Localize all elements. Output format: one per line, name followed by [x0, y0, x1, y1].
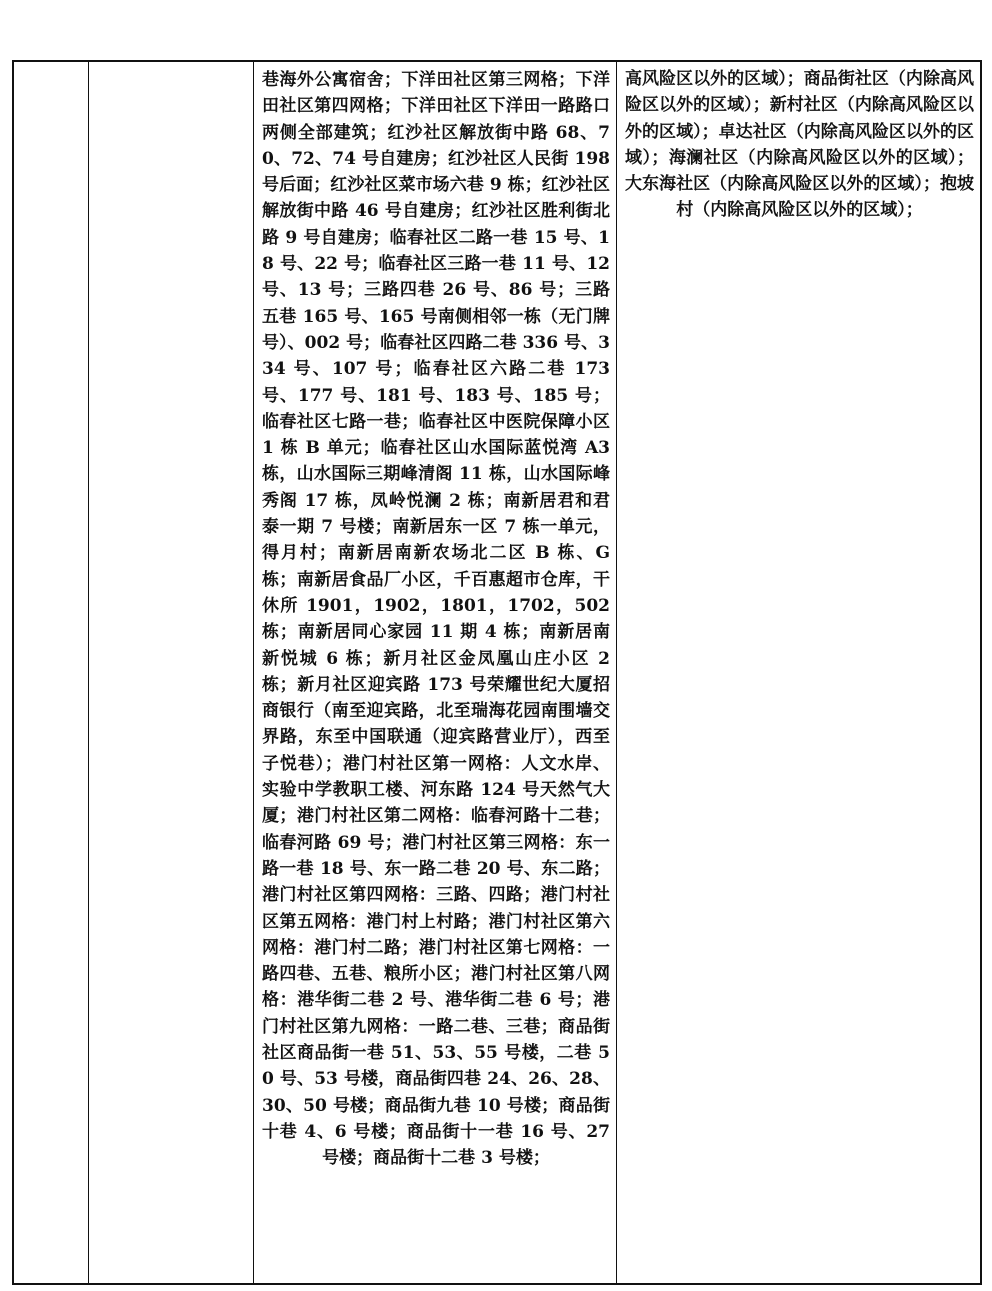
medium-risk-areas-text: 巷海外公寓宿舍；下洋田社区第三网格；下洋田社区第四网格；下洋田社区下洋田一路路口两侧全部建筑；红沙社区解放街中路 68、70、72、74 号自建房；红沙社区人民街 198 号后面；红沙社区菜市场六巷 9 栋；红沙社区解放街中路 46 号自建房；红沙社区胜利街北路 9 号自建房；临春社区二路一巷 15 号、18 号、22 号；临春社区三路一巷 11 号、12 号、13 号；三路四巷 26 号、86 号；三路五巷 165 号、165 号南侧相邻一栋（无门牌号）、002 号；临春社区四路二巷 336 号、334 号、107 号；临春社区六路二巷 173 号、177 号、181 号、183 号、185 号；临春社区七路一巷；临春社区中医院保障小区 1 栋 B 单元；临春社区山水国际蓝悦湾 A3 栋，山水国际三期峰清阁 11 栋，山水国际峰秀阁 17 栋，凤岭悦澜 2 栋；南新居君和君泰一期 7 号楼；南新居东一区 7 栋一单元，得月村；南新居南新农场北二区 B 栋、G 栋；南新居食品厂小区，千百惠超市仓库，干休所 1901，1902，1801，1702，502 栋；南新居同心家园 11 期 4 栋；南新居南新悦城 6 栋；新月社区金凤凰山庄小区 2 栋；新月社区迎宾路 173 号荣耀世纪大厦招商银行（南至迎宾路，北至瑞海花园南围墙交界路，东至中国联通（迎宾路营业厅），西至子悦巷）；港门村社区第一网格：人文水岸、实验中学教职工楼、河东路 124 号天然气大厦；港门村社区第二网格：临春河路十二巷；临春河路 69 号；港门村社区第三网格：东一路一巷 18 号、东一路二巷 20 号、东二路；港门村社区第四网格：三路、四路；港门村社区第五网格：港门村上村路；港门村社区第六网格：港门村二路；港门村社区第七网格：一路四巷、五巷、粮所小区；港门村社区第八网格：港华街二巷 2 号、港华街二巷 6 号；港门村社区第九网格：一路二巷、三巷；商品街社区商品街一巷 51、53、55 号楼，二巷 50 号、53 号楼，商品街四巷 24、26、28、30、50 号楼；商品街九巷 10 号楼；商品街十巷 4、6 号楼；商品街十一巷 16 号、27 号楼；商品街十二巷 3 号楼； [262, 70, 610, 1169]
table-cell-medium-risk-areas [254, 62, 617, 1283]
table-cell-col-2 [89, 62, 254, 1283]
table-cell-col-1 [14, 62, 89, 1283]
low-risk-areas-text: 高风险区以外的区域）；商品街社区（内除高风险区以外的区域）；新村社区（内除高风险区以外的区域）；卓达社区（内除高风险区以外的区域）；海澜社区（内除高风险区以外的区域）；大东海社区（内除高风险区以外的区域）；抱坡村（内除高风险区以外的区域）； [625, 69, 974, 221]
table-cell-low-risk-areas [617, 62, 980, 1283]
document-table [12, 60, 982, 1285]
